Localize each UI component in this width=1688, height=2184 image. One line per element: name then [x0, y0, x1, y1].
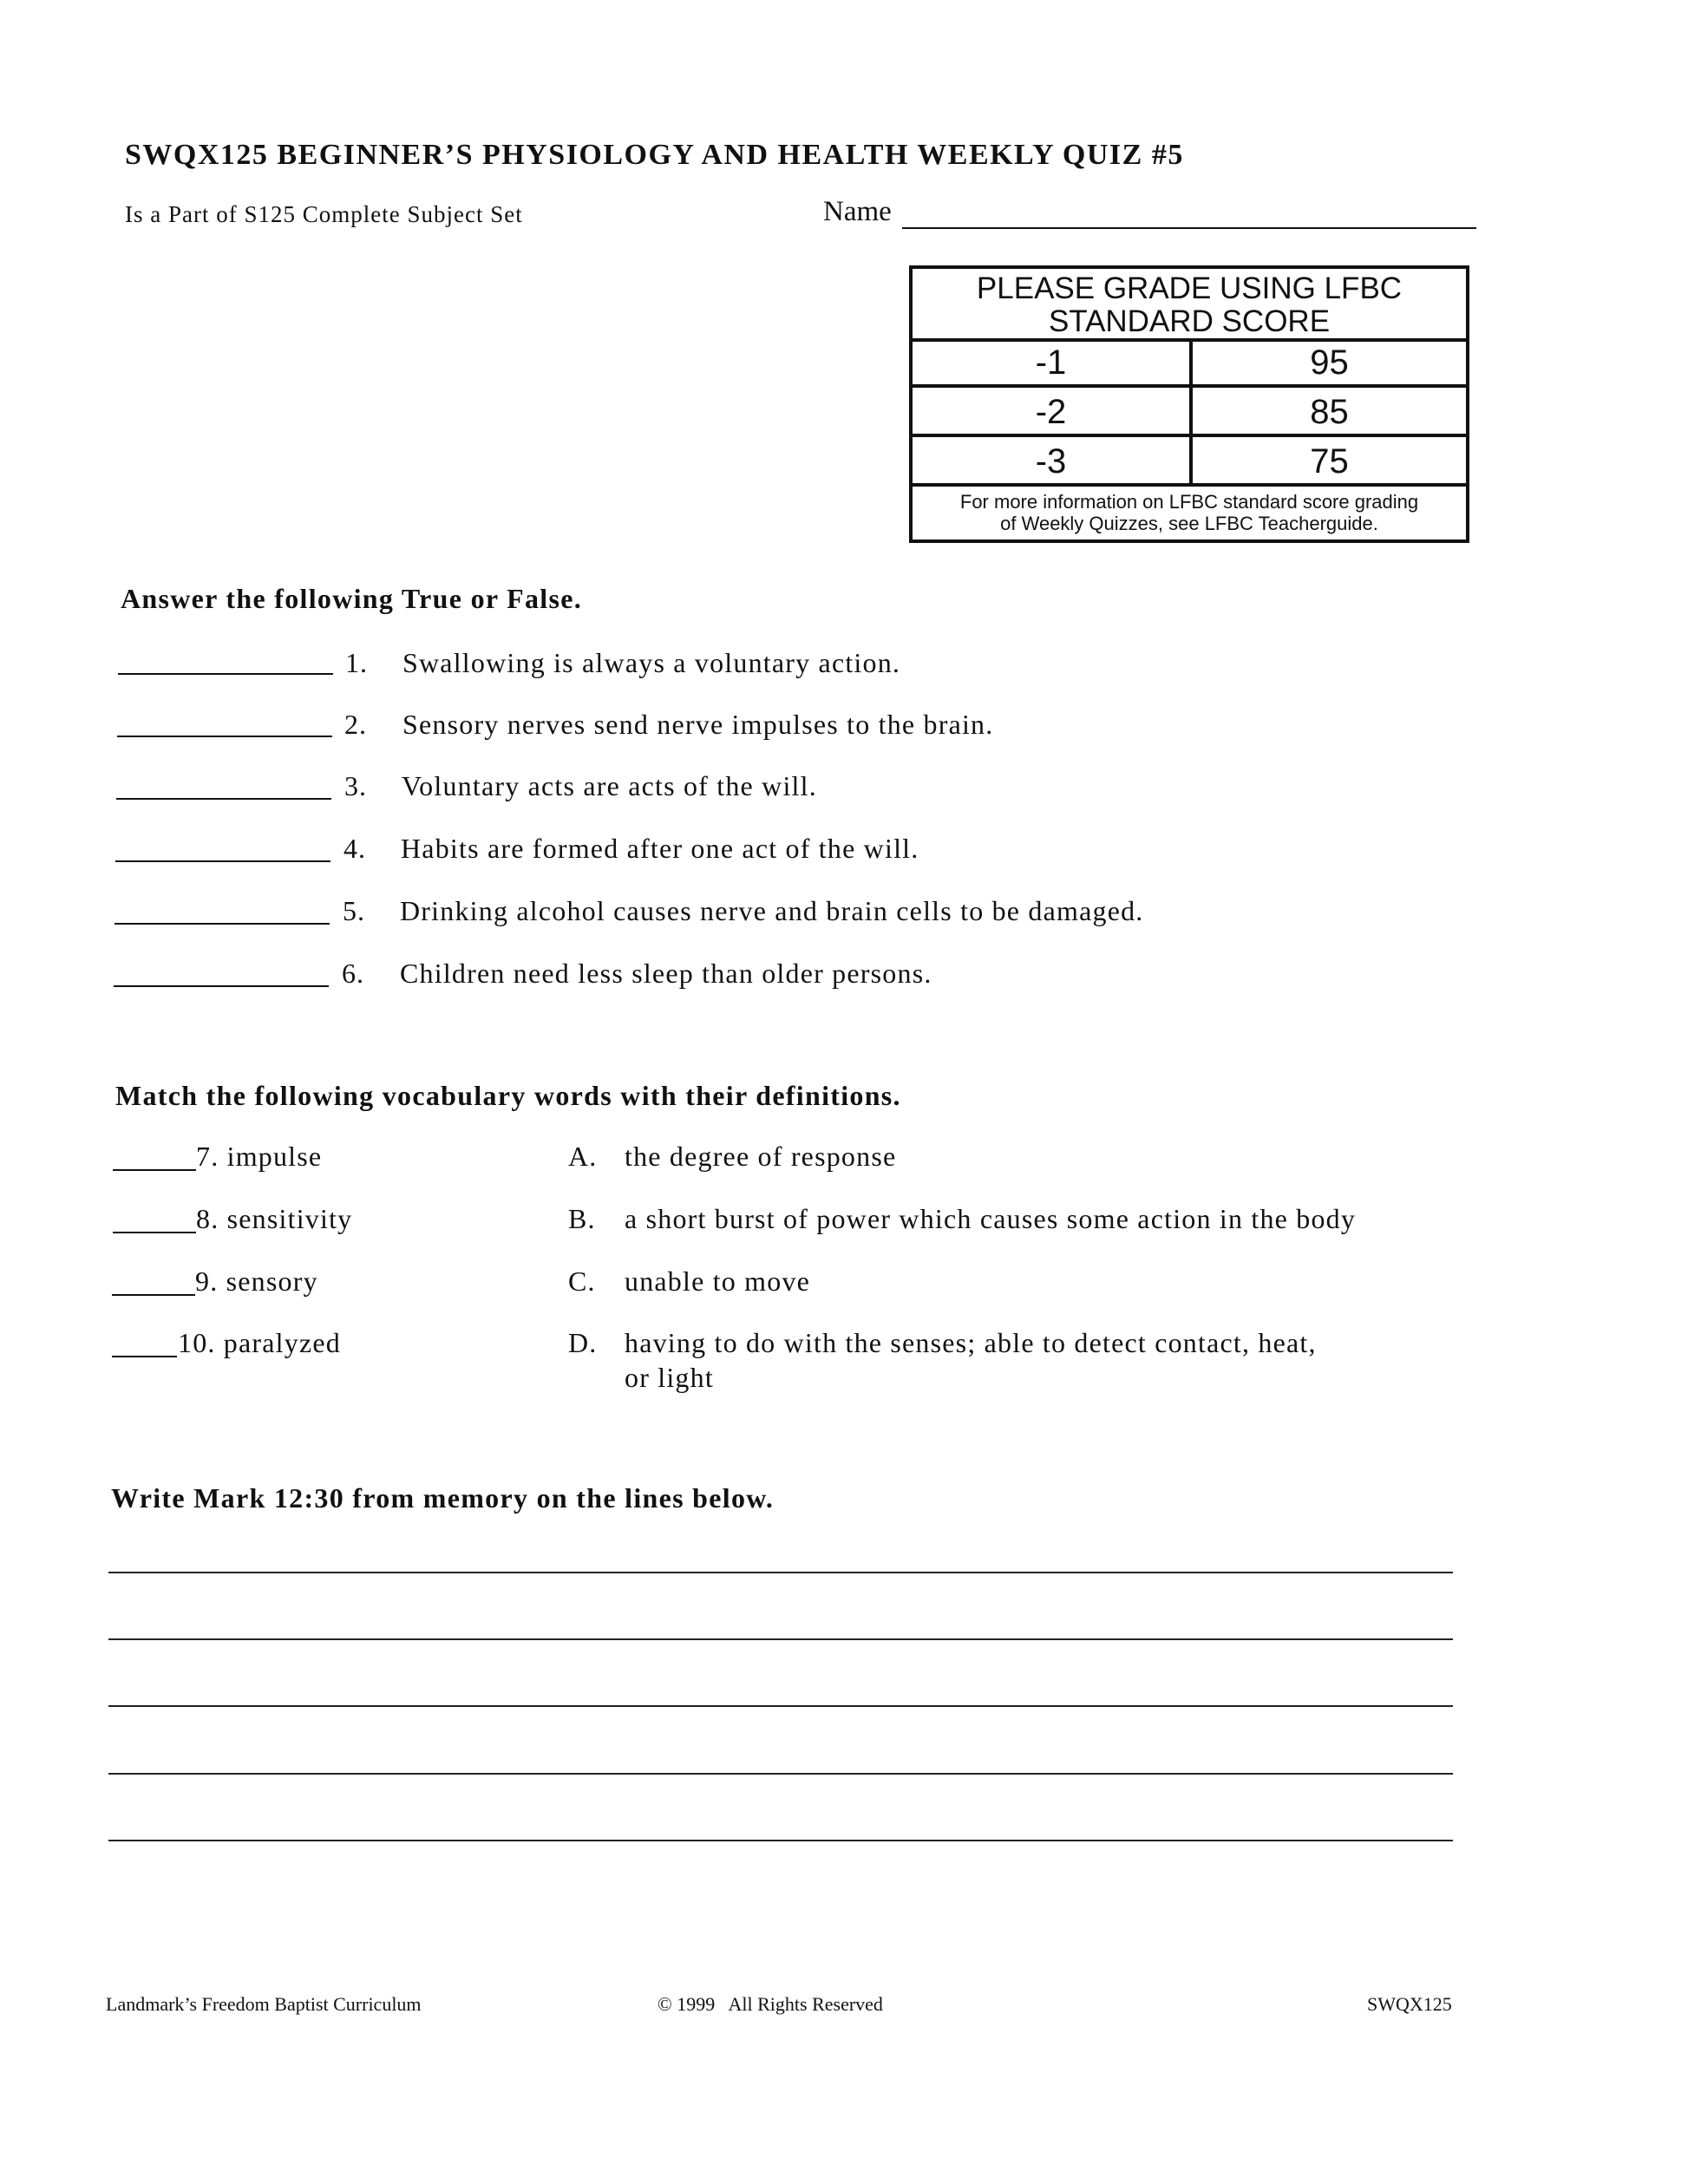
writing-line[interactable] [108, 1840, 1453, 1841]
question-number: 6. [342, 958, 364, 989]
subtitle: Is a Part of S125 Complete Subject Set [125, 201, 523, 227]
grading-heading-line1: PLEASE GRADE USING LFBC [976, 271, 1403, 305]
vocab-word: 10. paralyzed [178, 1327, 341, 1358]
score-value: 95 [1189, 338, 1466, 384]
grading-note-line2: of Weekly Quizzes, see LFBC Teacherguide. [1000, 513, 1378, 534]
grading-note-line1: For more information on LFBC standard score grading [959, 491, 1419, 513]
footer-copyright: © 1999 All Rights Reserved [658, 1993, 883, 2015]
footer-publisher: Landmark’s Freedom Baptist Curriculum [106, 1993, 422, 2015]
missed-count: -1 [1035, 343, 1067, 382]
definition-text: unable to move [625, 1265, 811, 1297]
definition-text: having to do with the senses; able to detect contact, heat, [625, 1327, 1317, 1358]
question-number: 4. [343, 833, 366, 864]
answer-blank[interactable] [117, 736, 332, 737]
definition-letter: A. [568, 1141, 598, 1172]
answer-blank[interactable] [115, 860, 330, 862]
match-blank[interactable] [112, 1356, 177, 1357]
writing-line[interactable] [108, 1638, 1453, 1640]
match-blank[interactable] [113, 1169, 196, 1171]
score-value: 75 [1189, 437, 1466, 483]
grade-row [913, 388, 1466, 437]
grade-row [913, 437, 1466, 487]
grading-heading-line2: STANDARD SCORE [1048, 304, 1331, 338]
match-blank[interactable] [112, 1294, 195, 1296]
definition-text: a short burst of power which causes some action in the body [625, 1203, 1357, 1234]
answer-blank[interactable] [114, 985, 329, 987]
answer-blank[interactable] [114, 923, 330, 925]
grade-row [913, 338, 1466, 388]
question-text: Voluntary acts are acts of the will. [402, 770, 817, 801]
name-label: Name [823, 196, 892, 227]
vocab-word: 8. sensitivity [196, 1203, 353, 1234]
question-number: 3. [344, 770, 367, 801]
definition-text: the degree of response [625, 1141, 897, 1172]
answer-blank[interactable] [118, 673, 333, 675]
vocab-word: 9. sensory [195, 1265, 318, 1297]
quiz-title: SWQX125 BEGINNER’S PHYSIOLOGY AND HEALTH WEEKLY QUIZ #5 [125, 139, 1184, 171]
question-number: 1. [345, 647, 368, 678]
match-blank[interactable] [113, 1232, 196, 1233]
grading-heading [913, 269, 1466, 342]
definition-letter: D. [568, 1327, 598, 1358]
writing-line[interactable] [108, 1705, 1453, 1707]
definition-letter: B. [568, 1203, 596, 1234]
question-text: Swallowing is always a voluntary action. [402, 647, 901, 678]
grading-note [913, 486, 1466, 539]
question-text: Sensory nerves send nerve impulses to the brain. [402, 709, 994, 740]
question-text: Drinking alcohol causes nerve and brain cells to be damaged. [400, 895, 1144, 926]
question-text: Children need less sleep than older persons. [400, 958, 932, 989]
answer-blank[interactable] [116, 798, 331, 800]
footer-code: SWQX125 [1367, 1993, 1452, 2015]
memory-heading: Write Mark 12:30 from memory on the lines below. [111, 1482, 775, 1514]
vocab-word: 7. impulse [196, 1141, 323, 1172]
question-text: Habits are formed after one act of the will. [401, 833, 919, 864]
definition-letter: C. [568, 1265, 596, 1297]
definition-text-continued: or light [625, 1362, 714, 1393]
writing-line[interactable] [108, 1572, 1453, 1573]
question-number: 5. [343, 895, 365, 926]
grading-box [909, 265, 1469, 543]
missed-count: -3 [1035, 442, 1067, 481]
name-line[interactable] [902, 227, 1476, 229]
matching-heading: Match the following vocabulary words with their definitions. [115, 1080, 901, 1111]
true-false-heading: Answer the following True or False. [121, 583, 582, 614]
missed-count: -2 [1035, 393, 1067, 431]
score-value: 85 [1189, 388, 1466, 434]
writing-line[interactable] [108, 1773, 1453, 1775]
question-number: 2. [344, 709, 367, 740]
